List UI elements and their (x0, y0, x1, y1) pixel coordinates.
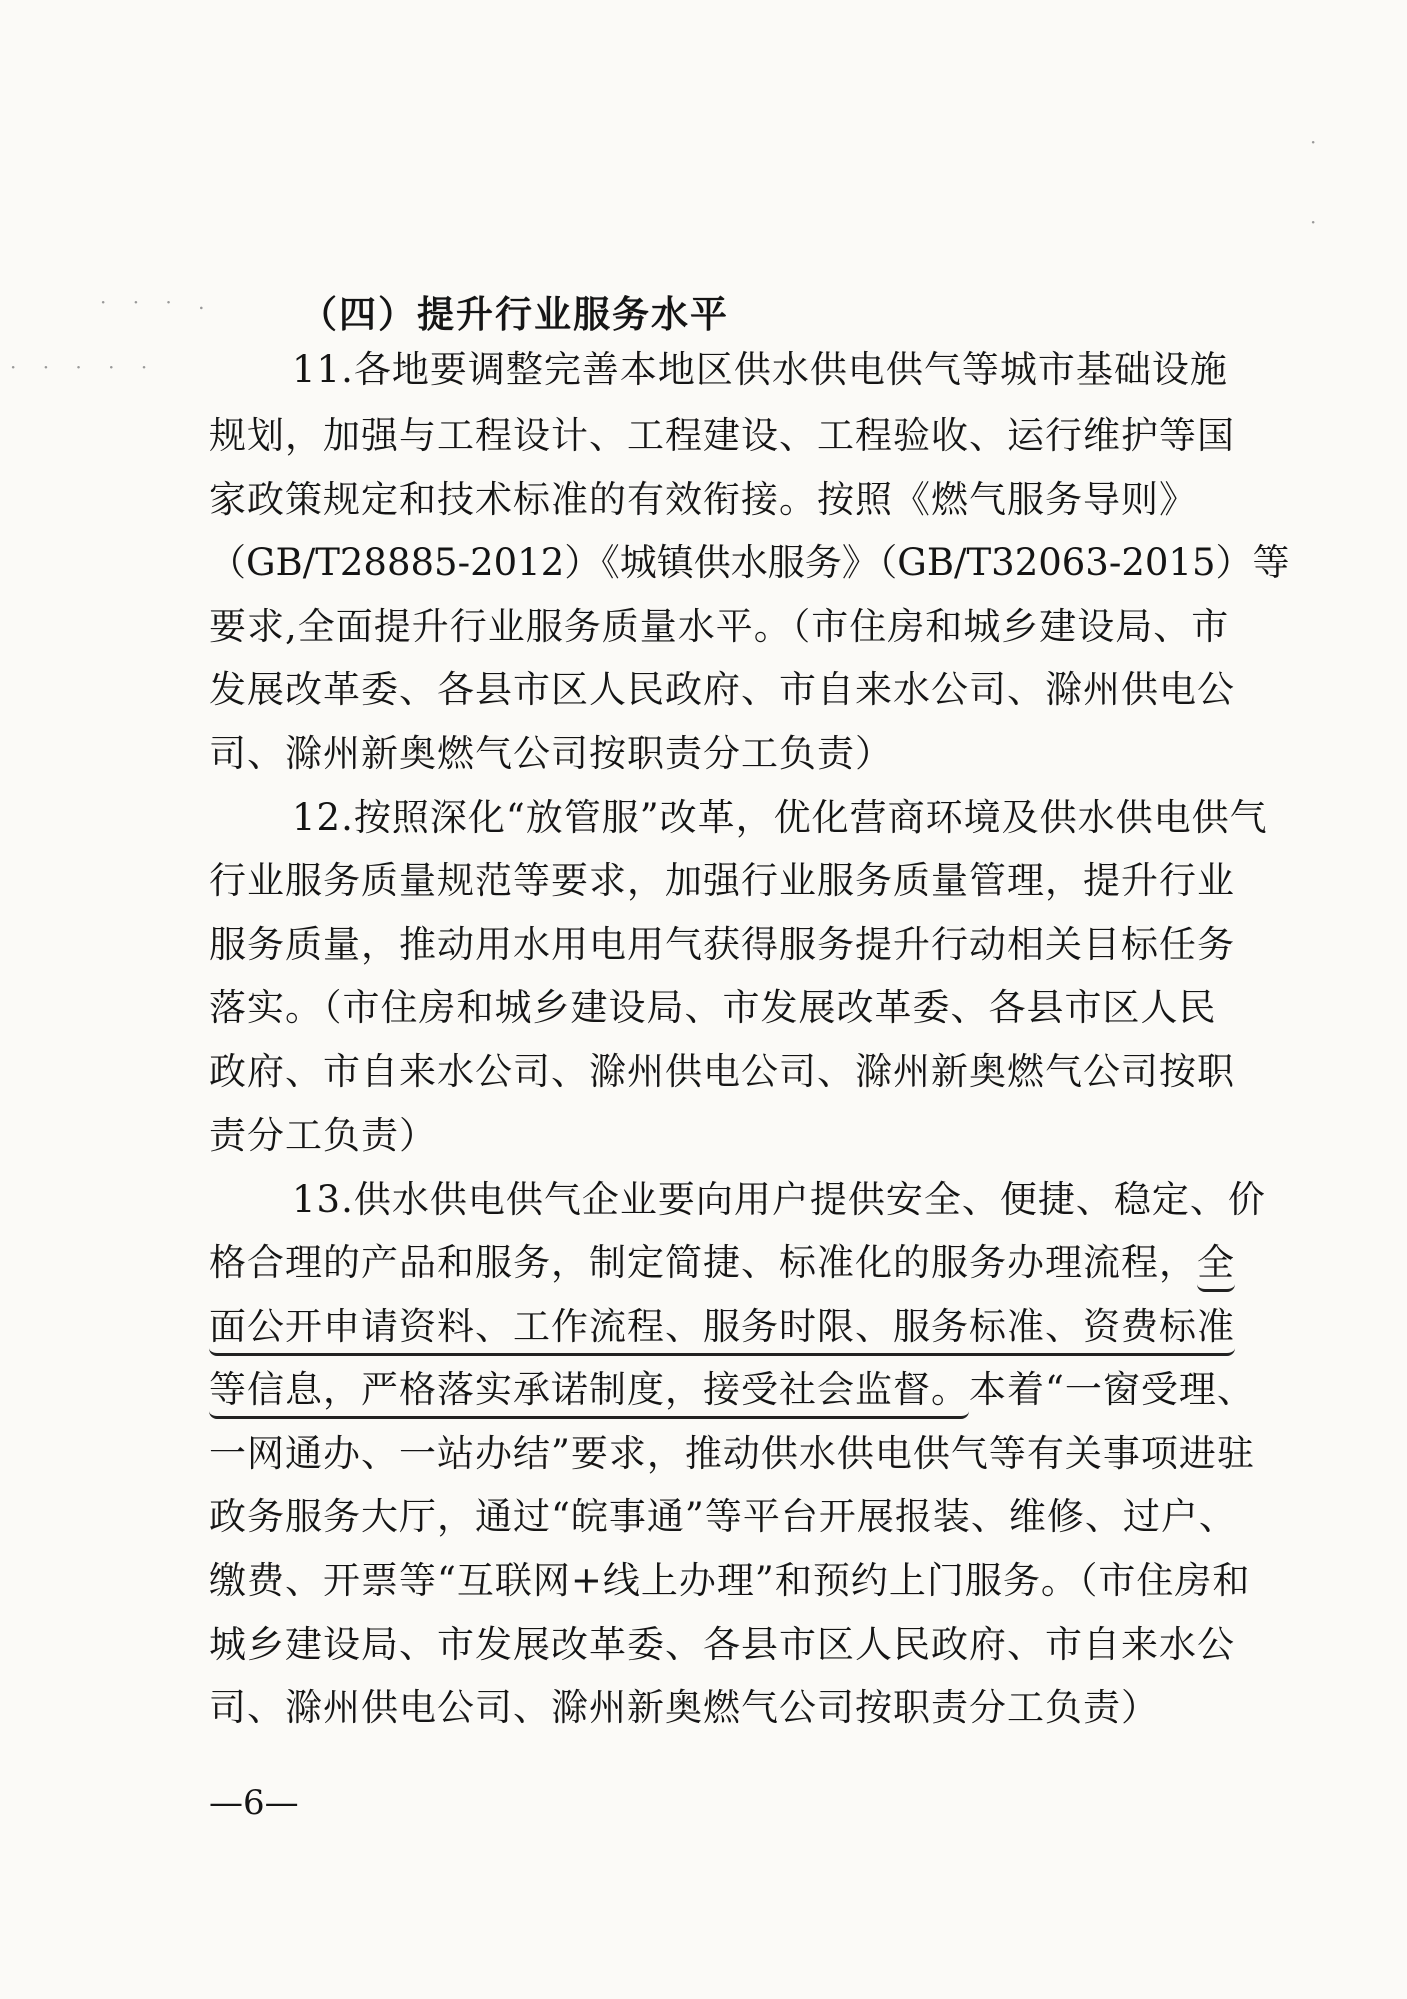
page-number: —6— (209, 1783, 299, 1823)
handwritten-underline-text: 全 (1197, 1241, 1235, 1292)
scan-noise: · · · . (100, 290, 215, 314)
paragraph-12-line: 政府、市自来水公司、滁州供电公司、滁州新奥燃气公司按职 (209, 1050, 1235, 1093)
paragraph-12-line: 责分工负责） (209, 1114, 437, 1157)
scan-noise: · · · · · (10, 355, 158, 379)
paragraph-13-line: 缴费、开票等“互联网+线上办理”和预约上门服务。（市住房和 (209, 1559, 1251, 1602)
section-heading: （四）提升行业服务水平 (300, 292, 729, 336)
paragraph-13-line: 一网通办、一站办结”要求，推动供水供电供气等有关事项进驻 (209, 1432, 1255, 1475)
paragraph-11-line: 发展改革委、各县市区人民政府、市自来水公司、滁州供电公 (209, 668, 1235, 711)
paragraph-13-line: 司、滁州供电公司、滁州新奥燃气公司按职责分工负责） (209, 1686, 1159, 1729)
paragraph-12-line: 服务质量，推动用水用电用气获得服务提升行动相关目标任务 (209, 923, 1235, 966)
paragraph-13-line (209, 1305, 1235, 1348)
paragraph-13-text: 格合理的产品和服务，制定简捷、标准化的服务办理流程， (209, 1241, 1197, 1284)
paragraph-13-line (209, 1368, 1255, 1411)
paragraph-13-line: 13.供水供电供气企业要向用户提供安全、便捷、稳定、价 (292, 1178, 1266, 1221)
paragraph-11-line: 11.各地要调整完善本地区供水供电供气等城市基础设施 (292, 348, 1228, 391)
paragraph-12-line: 落实。（市住房和城乡建设局、市发展改革委、各县市区人民 (209, 986, 1217, 1029)
paragraph-11-line: 司、滁州新奥燃气公司按职责分工负责） (209, 732, 893, 775)
paragraph-13-line: 政务服务大厅，通过“皖事通”等平台开展报装、维修、过户、 (209, 1495, 1237, 1538)
paragraph-13-line: 城乡建设局、市发展改革委、各县市区人民政府、市自来水公 (209, 1623, 1235, 1666)
handwritten-underline-text: 面公开申请资料、工作流程、服务时限、服务标准、资费标准 (209, 1305, 1235, 1356)
paragraph-13-text: 本着“一窗受理、 (969, 1368, 1255, 1411)
paragraph-12-line: 12.按照深化“放管服”改革，优化营商环境及供水供电供气 (292, 796, 1268, 839)
paragraph-12-line: 行业服务质量规范等要求，加强行业服务质量管理，提升行业 (209, 859, 1235, 902)
paragraph-11-line: 要求,全面提升行业服务质量水平。（市住房和城乡建设局、市 (209, 605, 1230, 648)
scan-noise: · (1310, 210, 1327, 234)
paragraph-13-line (209, 1241, 1235, 1284)
scan-noise: · (1310, 130, 1327, 154)
handwritten-underline-text: 等信息，严格落实承诺制度，接受社会监督。 (209, 1368, 969, 1419)
paragraph-11-line: （GB/T28885-2012）《城镇供水服务》（GB/T32063-2015）等 (209, 541, 1290, 584)
paragraph-11-line: 家政策规定和技术标准的有效衔接。按照《燃气服务导则》 (209, 478, 1197, 521)
paragraph-11-line: 规划，加强与工程设计、工程建设、工程验收、运行维护等国 (209, 414, 1235, 457)
